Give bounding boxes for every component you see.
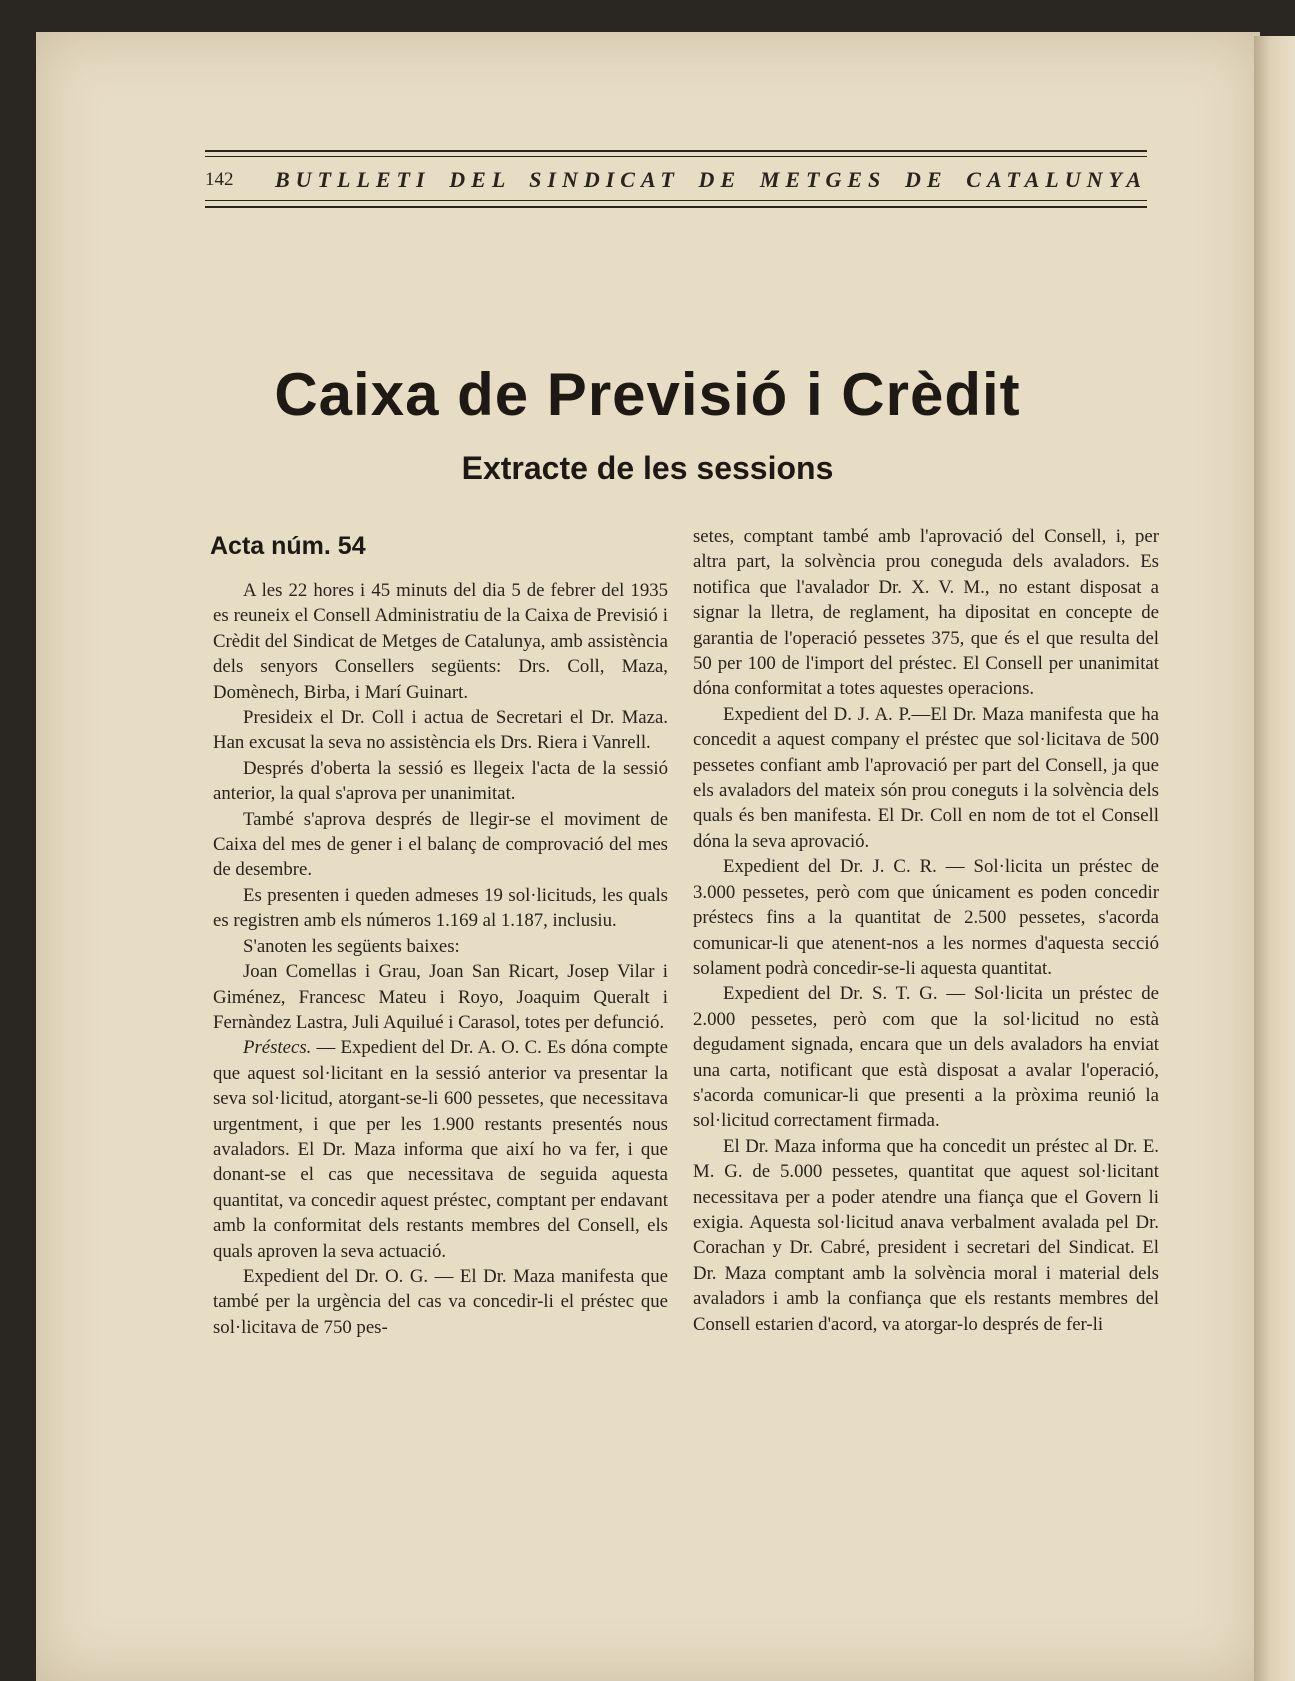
- header-rule-bottom-thin: [205, 200, 1147, 201]
- paragraph: Joan Comellas i Grau, Joan San Ricart, Josep Vilar i Giménez, Francesc Mateu i Royo, Joaquim Queralt i Fernàndez Lastra, Juli Aquilué i Carasol, totes per defunció.: [213, 961, 668, 1033]
- page-number: 142: [205, 169, 234, 190]
- paragraph: A les 22 hores i 45 minuts del dia 5 de febrer del 1935 es reuneix el Consell Administratiu de la Caixa de Previsió i Crèdit del Sindicat de Metges de Catalunya, amb assistència dels senyors Consellers següents: Drs. Coll, Maza, Domènech, Birba, i Marí Guinart.: [213, 580, 668, 703]
- paragraph: Expedient del Dr. S. T. G. — Sol·licita un préstec de 2.000 pessetes, però com que la sol·licitud no està degudament signada, encara que un dels avaladors ha enviat una carta, notificant que està disposat a avalar l'operació, s'acorda comunicar-li que presenti a la pròxima reunió la sol·licitud correctament firmada.: [693, 983, 1159, 1132]
- paragraph: Presideix el Dr. Coll i actua de Secretari el Dr. Maza. Han excusat la seva no assistència els Drs. Riera i Vanrell.: [213, 707, 668, 754]
- header-rule-top-thin: [205, 156, 1147, 157]
- paragraph: Expedient del Dr. J. C. R. — Sol·licita un préstec de 3.000 pessetes, però com que únicament es poden concedir préstecs fins a la quantitat de 2.500 pessetes, s'acorda comunicar-li que atenent-nos a les normes d'aquesta secció solament podrà concedir-se-li aquesta quantitat.: [693, 856, 1159, 979]
- paragraph: Expedient del D. J. A. P.—El Dr. Maza manifesta que ha concedit a aquest company el préstec que sol·licitava de 500 pessetes confiant amb l'aprovació per part del Consell, ja que els avaladors del mateix són prou coneguts i la solvència dels quals és ben manifesta. El Dr. Coll en nom de tot el Consell dóna la seva aprovació.: [693, 703, 1159, 852]
- paragraph: [213, 1035, 668, 1264]
- page-header: [205, 150, 1147, 214]
- acta-heading: Acta núm. 54: [210, 532, 366, 560]
- paragraph: S'anoten les següents baixes:: [243, 935, 460, 957]
- paragraph: Expedient del Dr. O. G. — El Dr. Maza manifesta que també per la urgència del cas va concedir-li el préstec que sol·licitava de 750 pes-: [213, 1265, 668, 1338]
- section-label: Préstecs.: [243, 1037, 312, 1059]
- right-column: [693, 524, 1159, 1337]
- paragraph-text: — Expedient del Dr. A. O. C. Es dóna compte que aquest sol·licitant en la sessió anterior va presentar la seva sol·licitud, atorgant-se-li 600 pessetes, que necessitava urgentment, i que per les 1.900 restants presentés nous avaladors. El Dr. Maza informa que així ho va fer, i que donant-se el cas que necessitava de seguida aquesta quantitat, va concedir aquest préstec, comptant per endavant amb la conformitat dels restants membres del Consell, els quals aproven la seva actuació.: [213, 1037, 668, 1262]
- paragraph: setes, comptant també amb l'aprovació del Consell, i, per altra part, la solvència prou coneguda dels avaladors. Es notifica que l'avalador Dr. X. V. M., no estant disposat a signar la lletra, de reglament, ha dipositat en concepte de garantia de l'operació pessetes 375, que és el que resulta del 50 per 100 de l'import del préstec. El Consell per unanimitat dóna conformitat a totes aquestes operacions.: [693, 526, 1159, 700]
- article-title: Caixa de Previsió i Crèdit: [274, 361, 1021, 428]
- left-column: [213, 578, 668, 1340]
- paragraph: El Dr. Maza informa que ha concedit un préstec al Dr. E. M. G. de 5.000 pessetes, quantitat que aquest sol·licitant necessitava per a poder atendre una fiança que el Govern li exigia. Aquesta sol·licitud anava verbalment avalada pel Dr. Corachan y Dr. Cabré, president i secretari del Sindicat. El Dr. Maza comptant amb la solvència moral i material dels avaladors i amb la confiança que els restants membres del Consell estarien d'acord, va atorgar-lo després de fer-li: [693, 1135, 1159, 1335]
- header-rule-top: [205, 150, 1147, 152]
- paragraph: Després d'oberta la sessió es llegeix l'acta de la sessió anterior, la qual s'aprova per unanimitat.: [213, 757, 668, 805]
- paragraph: Es presenten i queden admeses 19 sol·licituds, les quals es registren amb els números 1.169 al 1.187, inclusiu.: [213, 884, 668, 932]
- paragraph: També s'aprova després de llegir-se el moviment de Caixa del mes de gener i el balanç de comprovació del mes de desembre.: [213, 808, 668, 881]
- article-subtitle: Extracte de les sessions: [461, 450, 834, 486]
- header-rule-bottom: [205, 206, 1147, 208]
- facing-page-edge: [1254, 36, 1295, 1681]
- running-title: BUTLLETI DEL SINDICAT DE METGES DE CATALUNYA: [275, 167, 1147, 192]
